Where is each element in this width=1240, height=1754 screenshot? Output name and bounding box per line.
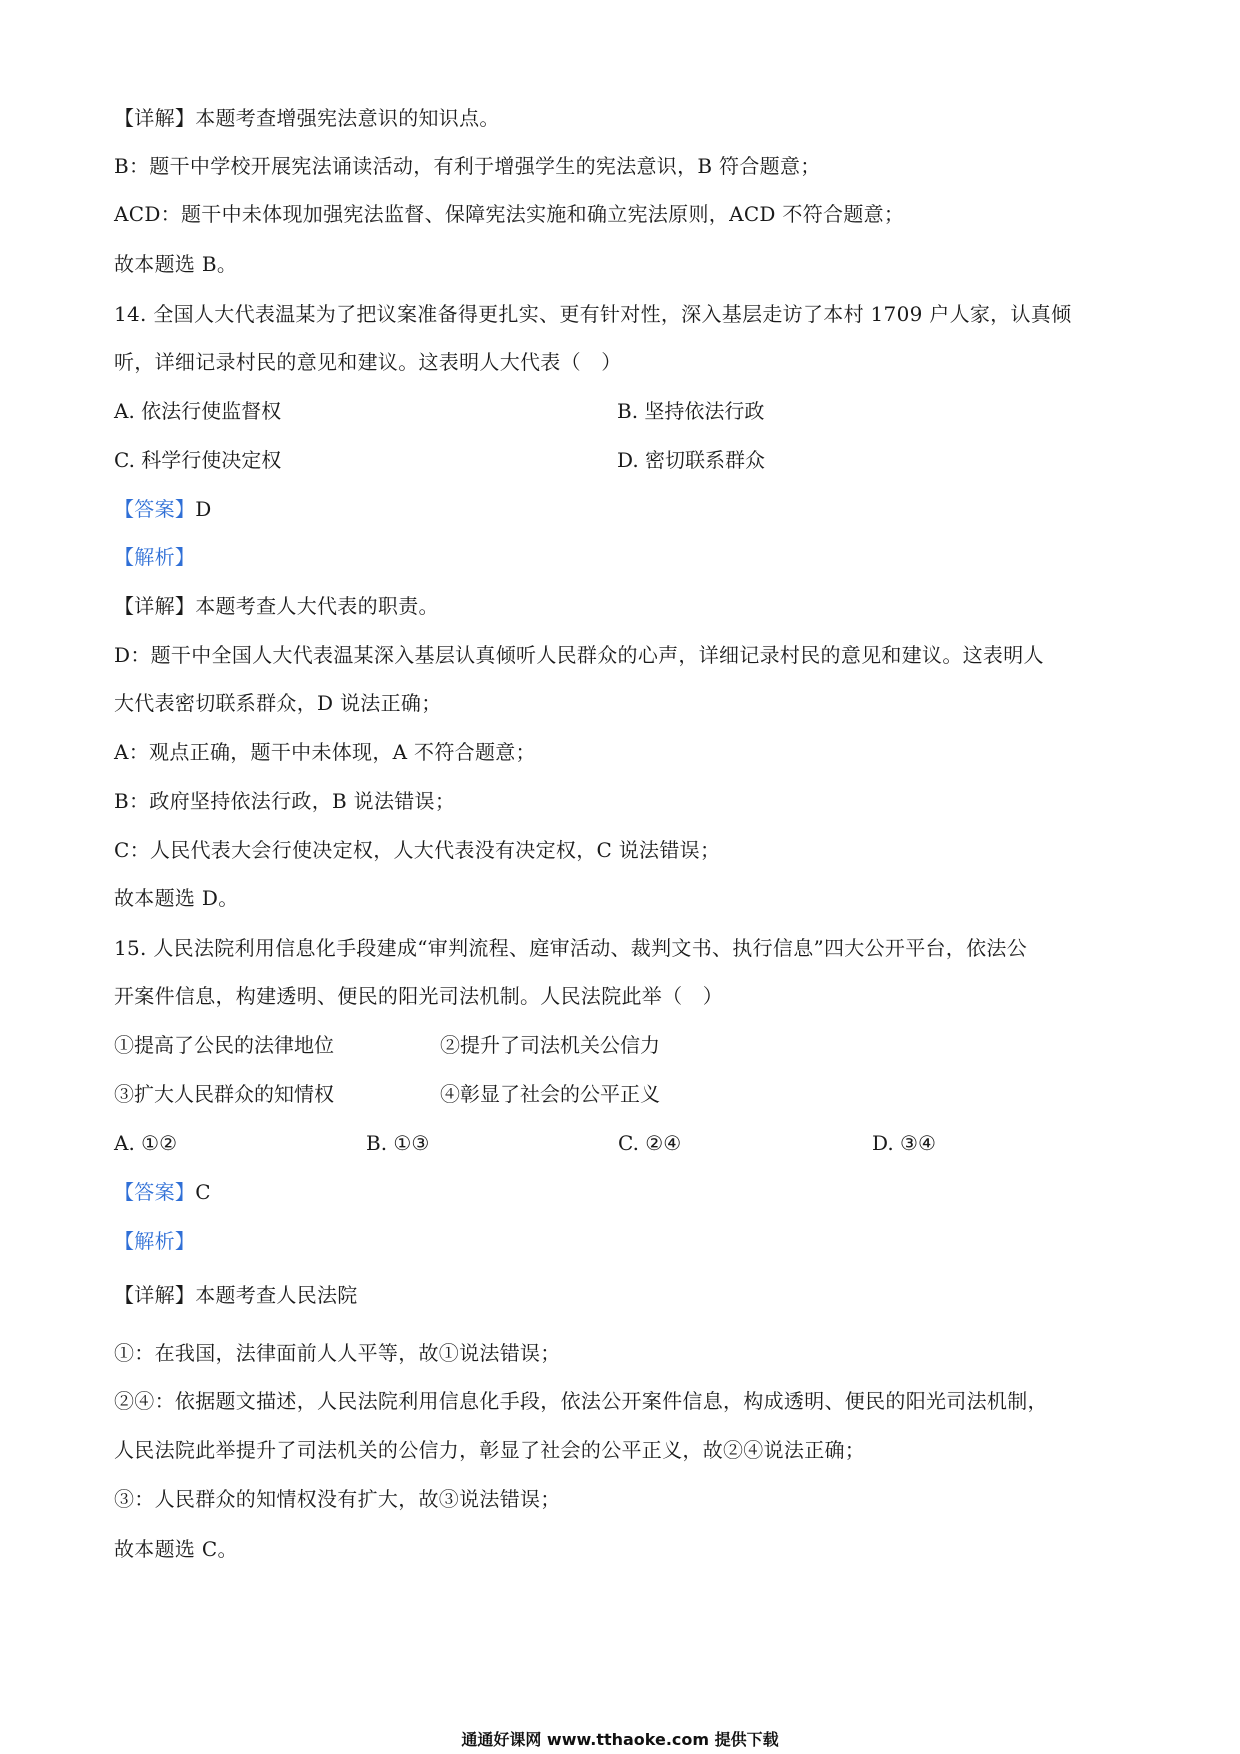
q15-analysis-3: ③：人民群众的知情权没有扩大，故③说法错误；	[114, 1487, 561, 1511]
q15-analysis-24-line1: ②④：依据题文描述，人民法院利用信息化手段，依法公开案件信息，构成透明、便民的阳光司法机制，	[114, 1389, 1048, 1413]
q15-item-1: ①提高了公民的法律地位	[114, 1033, 334, 1057]
q13-analysis-acd: ACD：题干中未体现加强宪法监督、保障宪法实施和确立宪法原则，ACD 不符合题意；	[114, 202, 905, 226]
q14-answer-label: 【答案】	[114, 497, 196, 521]
q15-option-b: B. ①③	[366, 1131, 430, 1155]
q14-analysis-b: B：政府坚持依法行政，B 说法错误；	[114, 789, 456, 813]
q14-analysis-d-line1: D：题干中全国人大代表温某深入基层认真倾听人民群众的心声，详细记录村民的意见和建议。这表明人	[114, 643, 1044, 667]
q14-option-c: C. 科学行使决定权	[114, 448, 282, 472]
q14-answer-value: D	[195, 497, 212, 521]
q14-option-a: A. 依法行使监督权	[114, 399, 282, 423]
q15-stem-line1: 15. 人民法院利用信息化手段建成“审判流程、庭审活动、裁判文书、执行信息”四大公开平台，依法公	[114, 936, 1028, 960]
q15-option-d: D. ③④	[872, 1131, 936, 1155]
q15-option-a: A. ①②	[114, 1131, 178, 1155]
q14-analysis-c: C：人民代表大会行使决定权，人大代表没有决定权，C 说法错误；	[114, 838, 721, 862]
q15-answer-value: C	[195, 1180, 211, 1204]
q14-conclusion: 故本题选 D。	[114, 886, 239, 910]
q15-item-4: ④彰显了社会的公平正义	[440, 1082, 660, 1106]
q15-analysis-label: 【解析】	[114, 1229, 196, 1253]
q14-stem-line2: 听，详细记录村民的意见和建议。这表明人大代表（ ）	[114, 350, 622, 374]
q15-detail: 【详解】本题考查人民法院	[114, 1283, 358, 1307]
q14-analysis-label: 【解析】	[114, 545, 196, 569]
q15-stem-line2: 开案件信息，构建透明、便民的阳光司法机制。人民法院此举（ ）	[114, 984, 723, 1008]
q14-analysis-a: A：观点正确，题干中未体现，A 不符合题意；	[114, 740, 536, 764]
q13-conclusion: 故本题选 B。	[114, 252, 238, 276]
q14-analysis-d-line2: 大代表密切联系群众，D 说法正确；	[114, 691, 442, 715]
q15-option-c: C. ②④	[618, 1131, 682, 1155]
footer-source: 通通好课网 www.tthaoke.com 提供下载	[461, 1730, 779, 1749]
q15-answer-label: 【答案】	[114, 1180, 196, 1204]
q13-analysis-b: B：题干中学校开展宪法诵读活动，有利于增强学生的宪法意识，B 符合题意；	[114, 154, 821, 178]
q15-item-3: ③扩大人民群众的知情权	[114, 1082, 334, 1106]
q14-stem-line1: 14. 全国人大代表温某为了把议案准备得更扎实、更有针对性，深入基层走访了本村 1709 户人家，认真倾	[114, 302, 1072, 326]
q14-option-b: B. 坚持依法行政	[617, 399, 765, 423]
q14-answer	[114, 495, 212, 523]
q13-detail: 【详解】本题考查增强宪法意识的知识点。	[114, 106, 500, 130]
q14-option-d: D. 密切联系群众	[617, 448, 766, 472]
q15-item-2: ②提升了司法机关公信力	[440, 1033, 660, 1057]
q15-analysis-1: ①：在我国，法律面前人人平等，故①说法错误；	[114, 1341, 561, 1365]
q15-analysis-24-line2: 人民法院此举提升了司法机关的公信力，彰显了社会的公平正义，故②④说法正确；	[114, 1438, 866, 1462]
q15-conclusion: 故本题选 C。	[114, 1537, 238, 1561]
q14-detail: 【详解】本题考查人大代表的职责。	[114, 594, 439, 618]
q15-answer	[114, 1178, 211, 1206]
